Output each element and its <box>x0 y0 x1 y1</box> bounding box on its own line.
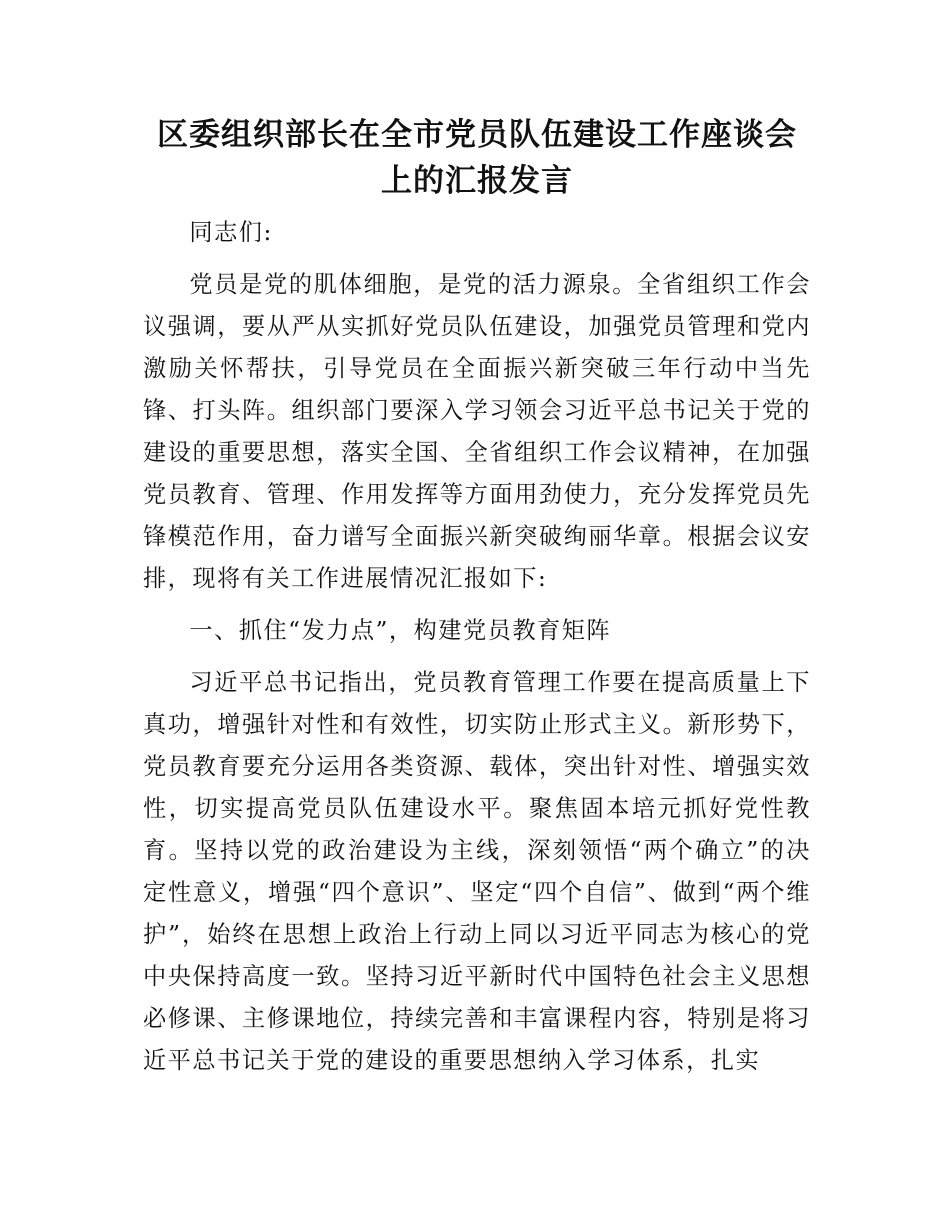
document-body <box>143 212 811 1082</box>
document-title <box>143 112 811 204</box>
document-page <box>143 112 811 1082</box>
title-line-2: 上的汇报发言 <box>381 163 573 199</box>
paragraph-section-1: 习近平总书记指出，党员教育管理工作要在提高质量上下真功，增强针对性和有效性，切实防止形式主义。新形势下，党员教育要充分运用各类资源、载体，突出针对性、增强实效性，切实提高党员队伍建设水平。聚焦固本培元抓好党性教育。坚持以党的政治建设为主线，深刻领悟“两个确立”的决定性意义，增强“四个意识”、坚定“四个自信”、做到“两个维护”，始终在思想上政治上行动上同以习近平同志为核心的党中央保持高度一致。坚持习近平新时代中国特色社会主义思想必修课、主修课地位，持续完善和丰富课程内容，特别是将习近平总书记关于党的建设的重要思想纳入学习体系，扎实 <box>143 669 811 1074</box>
title-line-1: 区委组织部长在全市党员队伍建设工作座谈会 <box>157 117 797 153</box>
greeting: 同志们: <box>189 219 273 246</box>
paragraph-intro: 党员是党的肌体细胞，是党的活力源泉。全省组织工作会议强调，要从严从实抓好党员队伍建设，加强党员管理和党内激励关怀帮扶，引导党员在全面振兴新突破三年行动中当先锋、打头阵。组织部门要深入学习领会习近平总书记关于党的建设的重要思想，落实全国、全省组织工作会议精神，在加强党员教育、管理、作用发挥等方面用劲使力，充分发挥党员先锋模范作用，奋力谱写全面振兴新突破绚丽华章。根据会议安排，现将有关工作进展情况汇报如下: <box>143 271 811 592</box>
section-heading-1: 一、抓住“发力点”，构建党员教育矩阵 <box>189 617 612 644</box>
